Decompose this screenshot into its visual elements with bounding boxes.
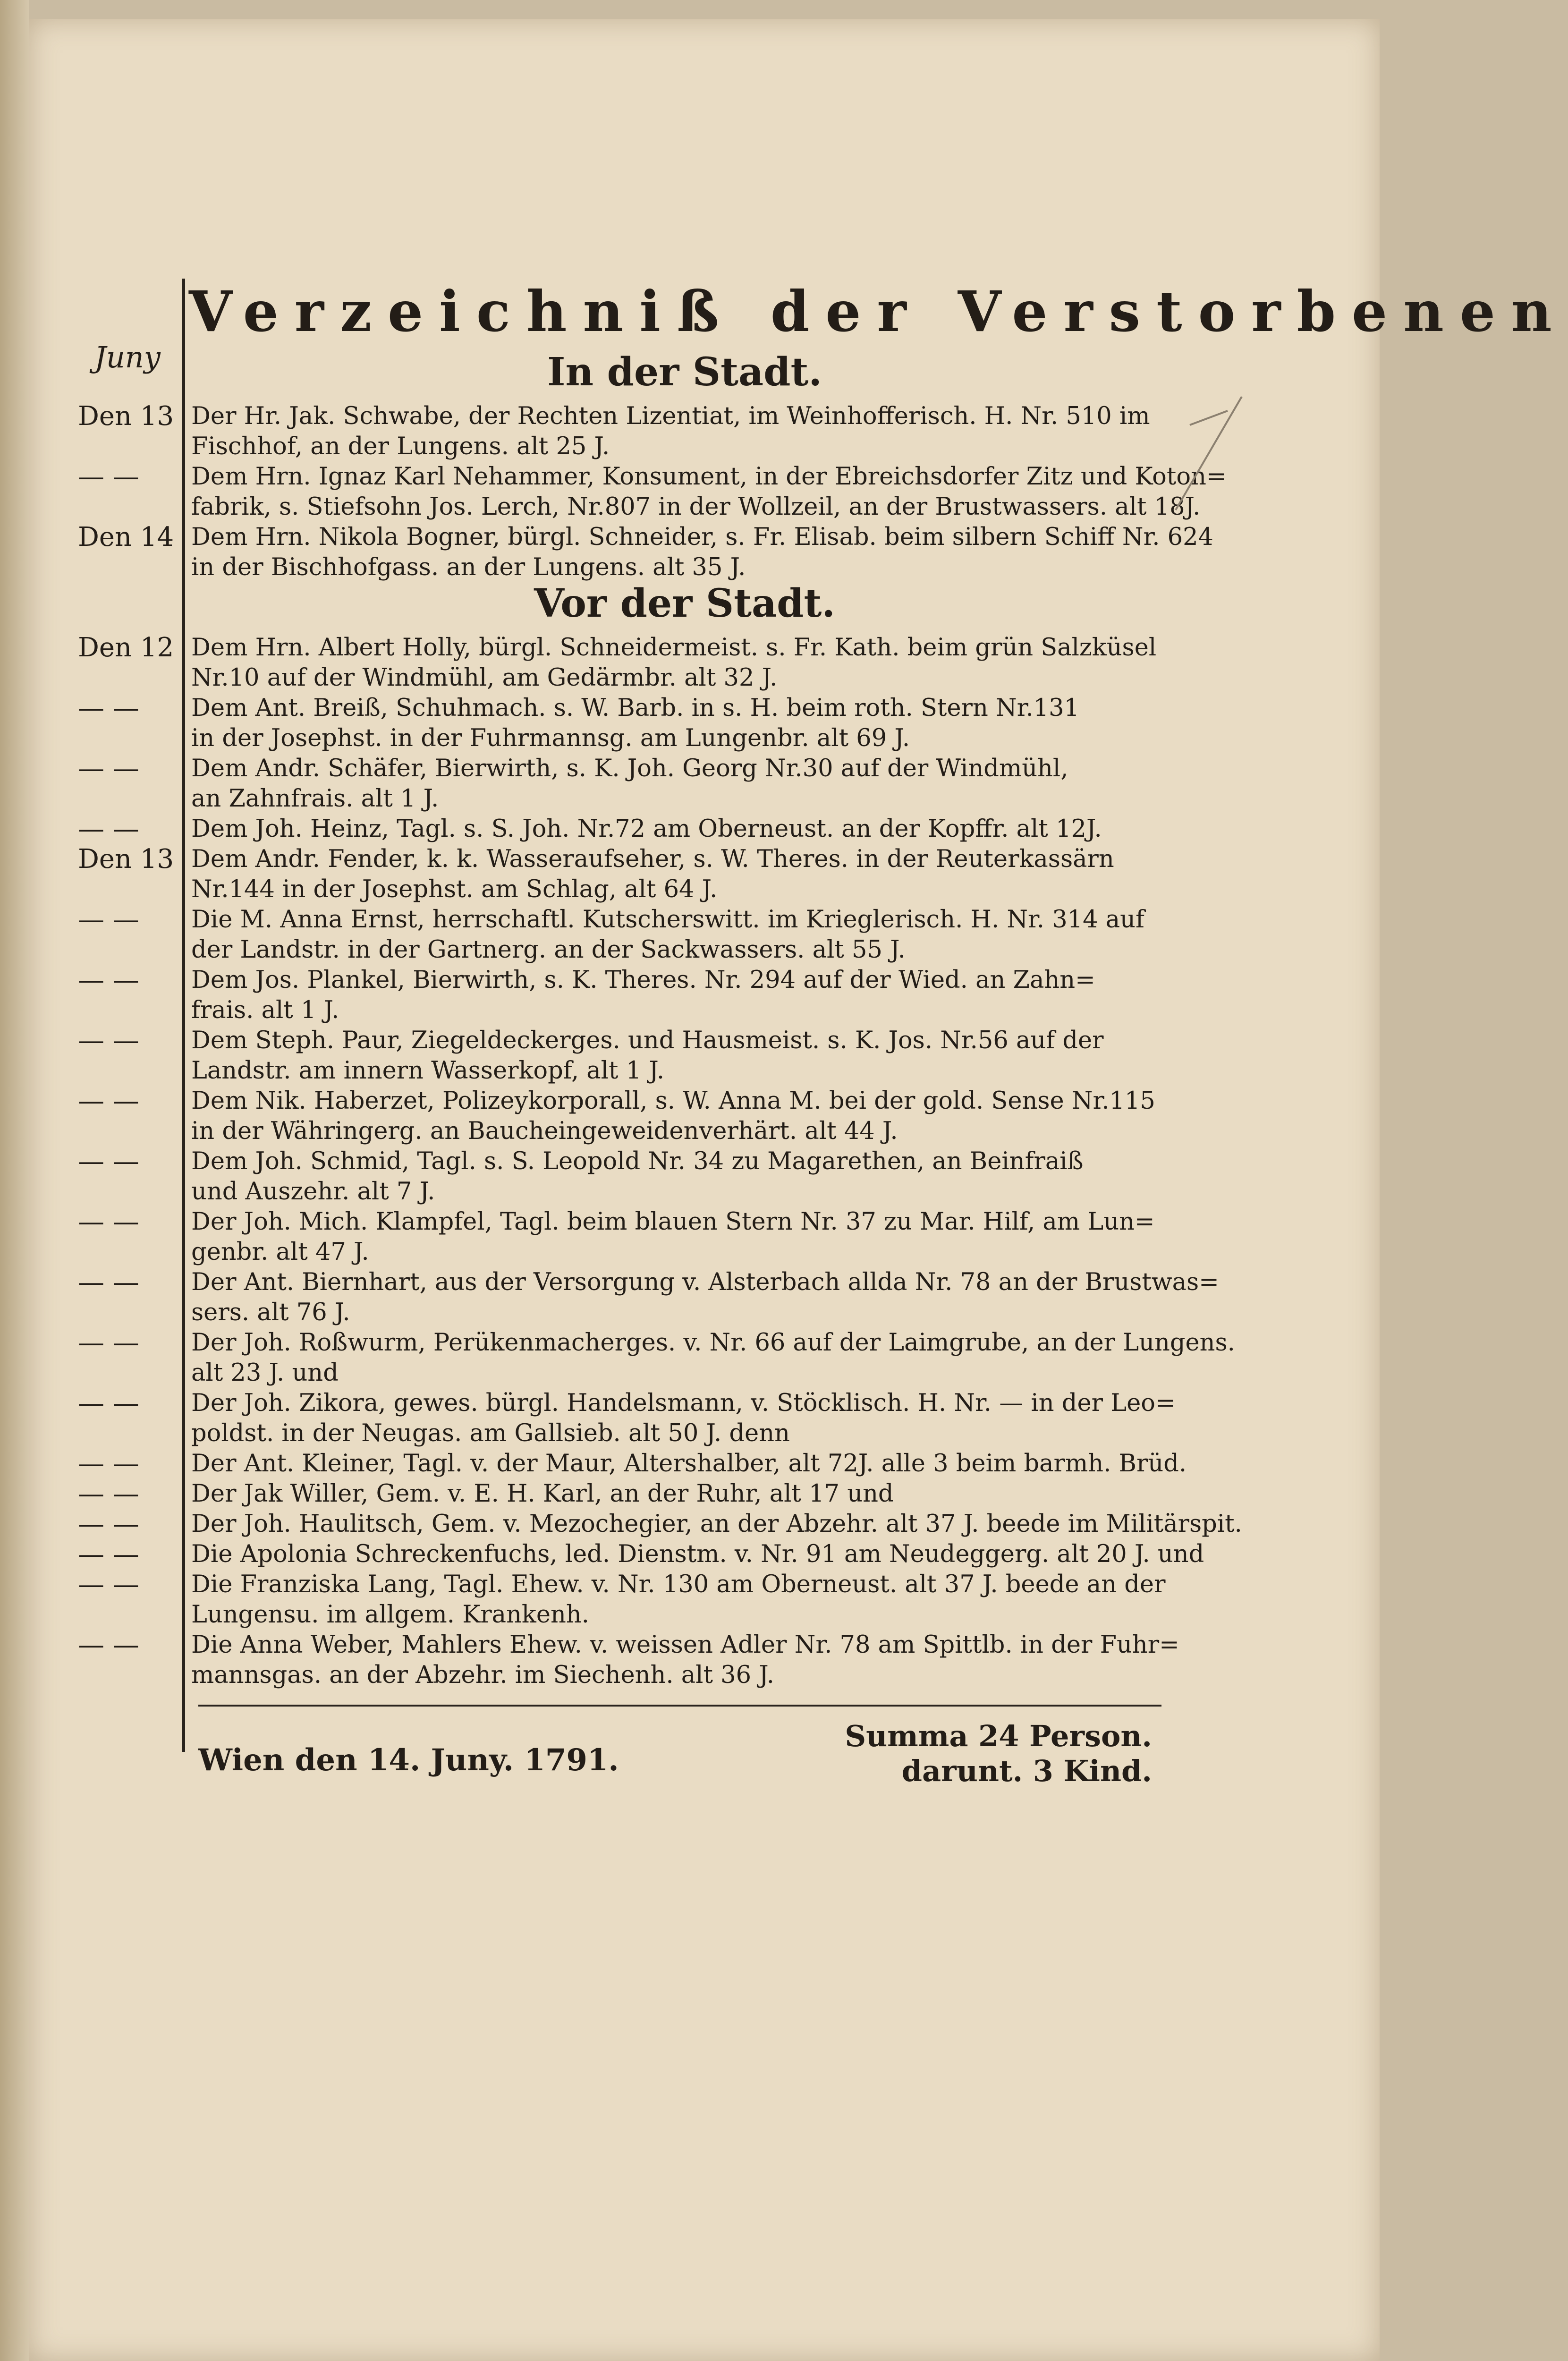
entry-date: — — (78, 1509, 139, 1539)
entry-line: Der Ant. Kleiner, Tagl. v. der Maur, Altershalber, alt 72J. alle 3 beim barmh. Brüd. (191, 1450, 1187, 1478)
entry-line: sers. alt 76 J. (191, 1299, 350, 1326)
entry-line: an Zahnfrais. alt 1 J. (191, 785, 439, 813)
entry-line: Dem Andr. Fender, k. k. Wasseraufseher, s. W. Theres. in der Reuterkassärn (191, 845, 1114, 873)
margin-rule (182, 279, 185, 1752)
entry-date: Den 12 (78, 632, 174, 663)
entry-date: — — (78, 814, 139, 844)
entry-line: der Landstr. in der Gartnerg. an der Sackwassers. alt 55 J. (191, 936, 906, 964)
entry-line: genbr. alt 47 J. (191, 1238, 369, 1266)
section-heading: In der Stadt. (547, 349, 822, 395)
entry-date: Den 13 (78, 401, 174, 432)
entry-line: Der Joh. Roßwurm, Perükenmacherges. v. Nr. 66 auf der Laimgrube, an der Lungens. (191, 1329, 1235, 1357)
entry-line: in der Josephst. in der Fuhrmannsg. am Lungenbr. alt 69 J. (191, 724, 910, 752)
pencil-mark-icon (1171, 392, 1246, 515)
summary-children: darunt. 3 Kind. (901, 1754, 1152, 1788)
entry-date: Den 13 (78, 844, 174, 875)
entry-line: fabrik, s. Stiefsohn Jos. Lerch, Nr.807 in der Wollzeil, an der Brustwassers. alt 18J. (191, 493, 1201, 521)
entry-date: — — (78, 1630, 139, 1660)
entry-date: — — (78, 1267, 139, 1298)
entry-date: — — (78, 965, 139, 995)
entry-line: Dem Joh. Schmid, Tagl. s. S. Leopold Nr. 34 zu Magarethen, an Beinfraiß (191, 1147, 1084, 1175)
place-date: Wien den 14. Juny. 1791. (198, 1742, 619, 1778)
entry-date: — — (78, 1146, 139, 1177)
entry-line: Der Joh. Zikora, gewes. bürgl. Handelsmann, v. Stöcklisch. H. Nr. — in der Leo= (191, 1389, 1176, 1417)
summary-rule (198, 1705, 1161, 1707)
entry-line: frais. alt 1 J. (191, 996, 339, 1024)
entry-line: Der Hr. Jak. Schwabe, der Rechten Lizentiat, im Weinhofferisch. H. Nr. 510 im (191, 402, 1150, 430)
entry-line: Dem Jos. Plankel, Bierwirth, s. K. Theres. Nr. 294 auf der Wied. an Zahn= (191, 966, 1095, 994)
entry-line: Der Ant. Biernhart, aus der Versorgung v. Alsterbach allda Nr. 78 an der Brustwas= (191, 1268, 1219, 1296)
entry-line: Die M. Anna Ernst, herrschaftl. Kutscherswitt. im Krieglerisch. H. Nr. 314 auf (191, 906, 1144, 934)
entry-line: alt 23 J. und (191, 1359, 339, 1387)
entry-line: Dem Steph. Paur, Ziegeldeckerges. und Hausmeist. s. K. Jos. Nr.56 auf der (191, 1027, 1104, 1054)
entry-date: — — (78, 1388, 139, 1418)
entry-date: — — (78, 1086, 139, 1116)
entry-line: Die Apolonia Schreckenfuchs, led. Dienstm. v. Nr. 91 am Neudeggerg. alt 20 J. und (191, 1540, 1204, 1568)
entry-line: Lungensu. im allgem. Krankenh. (191, 1601, 589, 1629)
entry-line: in der Währingerg. an Baucheingeweidenverhärt. alt 44 J. (191, 1117, 898, 1145)
entry-line: Fischhof, an der Lungens. alt 25 J. (191, 433, 610, 460)
entry-date: — — (78, 1448, 139, 1479)
entry-date: — — (78, 1327, 139, 1358)
entry-line: Der Joh. Haulitsch, Gem. v. Mezochegier, an der Abzehr. alt 37 J. beede im Militärspit. (191, 1510, 1242, 1538)
binding-edge (0, 0, 29, 2361)
entry-line: Nr.10 auf der Windmühl, am Gedärmbr. alt 32 J. (191, 664, 778, 692)
page-title: Verzeichniß der Verstorbenen (189, 279, 1568, 344)
entry-line: mannsgas. an der Abzehr. im Siechenh. alt 36 J. (191, 1661, 774, 1689)
entry-line: Nr.144 in der Josephst. am Schlag, alt 64 J. (191, 875, 718, 903)
summary-total: Summa 24 Person. (845, 1719, 1152, 1753)
entry-line: Dem Hrn. Ignaz Karl Nehammer, Konsument, in der Ebreichsdorfer Zitz und Koton= (191, 463, 1227, 491)
entry-date: — — (78, 693, 139, 723)
entry-date: — — (78, 1206, 139, 1237)
entry-line: poldst. in der Neugas. am Gallsieb. alt 50 J. denn (191, 1419, 790, 1447)
month-label: Juny (94, 340, 161, 374)
entry-line: Die Anna Weber, Mahlers Ehew. v. weissen Adler Nr. 78 am Spittlb. in der Fuhr= (191, 1631, 1179, 1659)
section-heading: Vor der Stadt. (534, 581, 835, 626)
entry-date: — — (78, 461, 139, 492)
summary-block (822, 1719, 1152, 1789)
entry-line: und Auszehr. alt 7 J. (191, 1178, 435, 1206)
entry-date: — — (78, 1539, 139, 1570)
entry-line: Die Franziska Lang, Tagl. Ehew. v. Nr. 130 am Oberneust. alt 37 J. beede an der (191, 1571, 1166, 1598)
entry-date: — — (78, 1478, 139, 1509)
entry-line: Dem Hrn. Albert Holly, bürgl. Schneidermeist. s. Fr. Kath. beim grün Salzküsel (191, 634, 1157, 662)
entry-line: Der Joh. Mich. Klampfel, Tagl. beim blauen Stern Nr. 37 zu Mar. Hilf, am Lun= (191, 1208, 1155, 1236)
entry-date: — — (78, 753, 139, 784)
entry-line: in der Bischhofgass. an der Lungens. alt 35 J. (191, 553, 746, 581)
entry-date: — — (78, 1569, 139, 1600)
entry-line: Dem Nik. Haberzet, Polizeykorporall, s. W. Anna M. bei der gold. Sense Nr.115 (191, 1087, 1155, 1115)
entry-date: Den 14 (78, 522, 174, 552)
entry-line: Dem Hrn. Nikola Bogner, bürgl. Schneider, s. Fr. Elisab. beim silbern Schiff Nr. 624 (191, 523, 1213, 551)
entry-line: Dem Andr. Schäfer, Bierwirth, s. K. Joh. Georg Nr.30 auf der Windmühl, (191, 755, 1068, 782)
entry-line: Dem Joh. Heinz, Tagl. s. S. Joh. Nr.72 am Oberneust. an der Kopffr. alt 12J. (191, 815, 1102, 843)
entry-line: Landstr. am innern Wasserkopf, alt 1 J. (191, 1057, 665, 1085)
entry-date: — — (78, 904, 139, 935)
entry-line: Der Jak Willer, Gem. v. E. H. Karl, an der Ruhr, alt 17 und (191, 1480, 894, 1508)
entry-date: — — (78, 1025, 139, 1056)
entry-line: Dem Ant. Breiß, Schuhmach. s. W. Barb. in s. H. beim roth. Stern Nr.131 (191, 694, 1079, 722)
